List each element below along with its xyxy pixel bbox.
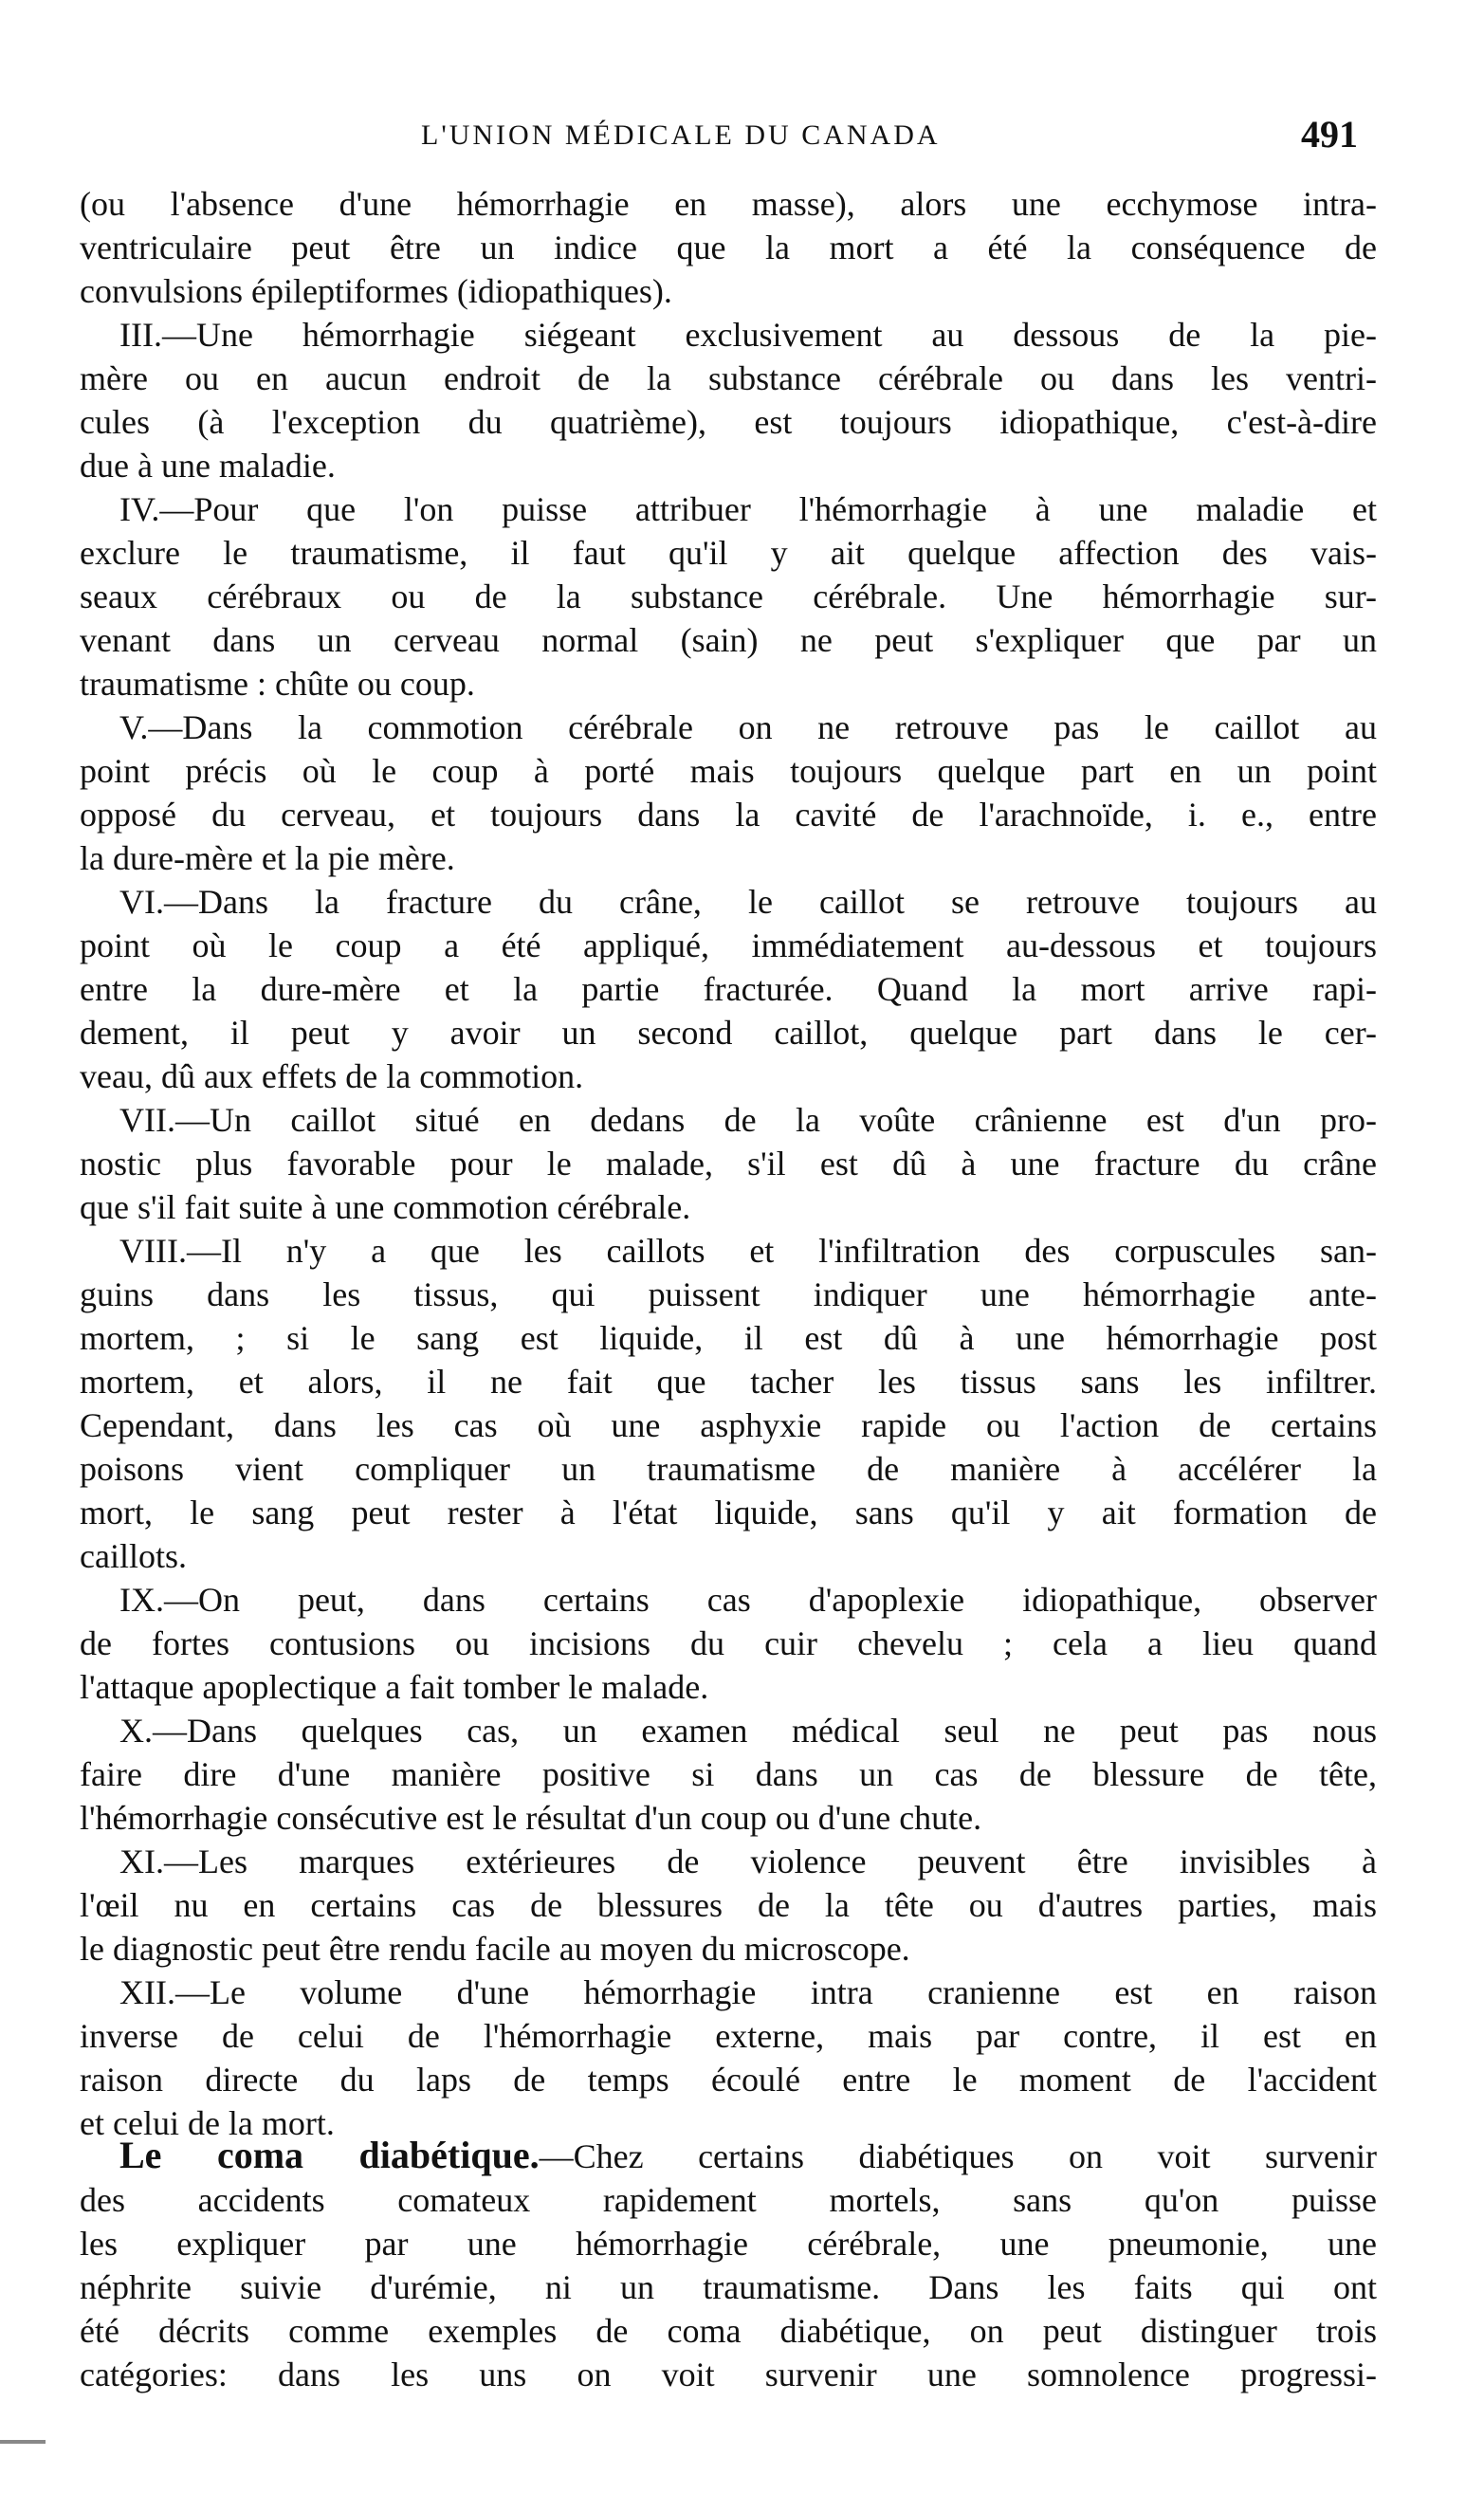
text-line: mort, le sang peut rester à l'état liquide, sans qu'il y ait formation de (80, 1494, 1377, 1531)
text-line: dement, il peut y avoir un second caillot, quelque part dans le cer- (80, 1014, 1377, 1052)
paragraph-IV: IV.—Pour que l'on puisse attribuer l'hémorrhagie à une maladie et (119, 490, 1377, 528)
text-line: mortem, et alors, il ne fait que tacher les tissus sans les infiltrer. (80, 1363, 1377, 1401)
text-line: été décrits comme exemples de coma diabétique, on peut distinguer trois (80, 2312, 1377, 2350)
paragraph-V: V.—Dans la commotion cérébrale on ne retrouve pas le caillot au (119, 708, 1377, 746)
text-line: raison directe du laps de temps écoulé entre le moment de l'accident (80, 2061, 1377, 2099)
paragraph-VIII: VIII.—Il n'y a que les caillots et l'infiltration des corpuscules san- (119, 1232, 1377, 1270)
section-first-line (80, 2134, 1377, 2178)
text-line: l'attaque apoplectique a fait tomber le malade. (80, 1668, 709, 1706)
section-coma-diabetique (80, 2134, 1377, 2396)
page-header (76, 112, 1384, 169)
text-line: les expliquer par une hémorrhagie cérébrale, une pneumonie, une (80, 2225, 1377, 2263)
text-line: mère ou en aucun endroit de la substance cérébrale ou dans les ventri- (80, 359, 1377, 397)
text-line: Cependant, dans les cas où une asphyxie rapide ou l'action de certains (80, 1406, 1377, 1444)
text-line: entre la dure-mère et la partie fracturée. Quand la mort arrive rapi- (80, 970, 1377, 1008)
text-line: et celui de la mort. (80, 2104, 335, 2142)
text-line: néphrite suivie d'urémie, ni un traumatisme. Dans les faits qui ont (80, 2268, 1377, 2306)
paragraph-III: III.—Une hémorrhagie siégeant exclusivement au dessous de la pie- (119, 316, 1377, 354)
text-line: l'hémorrhagie consécutive est le résultat d'un coup ou d'une chute. (80, 1799, 982, 1837)
text-line: point où le coup a été appliqué, immédiatement au-dessous et toujours (80, 926, 1377, 964)
text-line: point précis où le coup à porté mais toujours quelque part en un point (80, 752, 1377, 790)
text-line: que s'il fait suite à une commotion cérébrale. (80, 1188, 691, 1226)
text-line: l'œil nu en certains cas de blessures de la tête ou d'autres parties, mais (80, 1886, 1377, 1924)
paragraph-X: X.—Dans quelques cas, un examen médical seul ne peut pas nous (119, 1712, 1377, 1750)
paragraph-VI: VI.—Dans la fracture du crâne, le caillot se retrouve toujours au (119, 883, 1377, 921)
text-line: seaux cérébraux ou de la substance cérébrale. Une hémorrhagie sur- (80, 578, 1377, 615)
text-line: venant dans un cerveau normal (sain) ne peut s'expliquer que par un (80, 621, 1377, 659)
text-line: due à une maladie. (80, 447, 336, 485)
section-first-line-text: —Chez certains diabétiques on voit survenir (539, 2137, 1377, 2175)
page-number: 491 (1301, 113, 1358, 156)
text-line: le diagnostic peut être rendu facile au moyen du microscope. (80, 1930, 910, 1968)
text-line: guins dans les tissus, qui puissent indiquer une hémorrhagie ante- (80, 1275, 1377, 1313)
text-line: catégories: dans les uns on voit survenir une somnolence progressi- (80, 2356, 1377, 2393)
text-line: cules (à l'exception du quatrième), est toujours idiopathique, c'est-à-dire (80, 403, 1377, 441)
text-line: poisons vient compliquer un traumatisme de manière à accélérer la (80, 1450, 1377, 1488)
text-line: caillots. (80, 1537, 187, 1575)
text-line: convulsions épileptiformes (idiopathiques). (80, 272, 672, 310)
section-heading: Le coma diabétique. (119, 2134, 540, 2176)
running-title: L'UNION MÉDICALE DU CANADA (421, 119, 941, 151)
text-line: mortem, ; si le sang est liquide, il est dû à une hémorrhagie post (80, 1319, 1377, 1357)
text-line: traumatisme : chûte ou coup. (80, 665, 475, 703)
text-line: exclure le traumatisme, il faut qu'il y ait quelque affection des vais- (80, 534, 1377, 572)
text-line: la dure-mère et la pie mère. (80, 839, 455, 877)
text-line: ventriculaire peut être un indice que la mort a été la conséquence de (80, 229, 1377, 266)
text-line: faire dire d'une manière positive si dans un cas de blessure de tête, (80, 1755, 1377, 1793)
body-text (80, 182, 1377, 2145)
paragraph-XII: XII.—Le volume d'une hémorrhagie intra cranienne est en raison (119, 1973, 1377, 2011)
paragraph-IX: IX.—On peut, dans certains cas d'apoplexie idiopathique, observer (119, 1581, 1377, 1619)
paragraph-XI: XI.—Les marques extérieures de violence peuvent être invisibles à (119, 1843, 1377, 1880)
paragraph-VII: VII.—Un caillot situé en dedans de la voûte crânienne est d'un pro- (119, 1101, 1377, 1139)
text-line: opposé du cerveau, et toujours dans la cavité de l'arachnoïde, i. e., entre (80, 796, 1377, 834)
text-line: nostic plus favorable pour le malade, s'il est dû à une fracture du crâne (80, 1145, 1377, 1183)
footer-rule (0, 2440, 46, 2444)
text-line: des accidents comateux rapidement mortels, sans qu'on puisse (80, 2181, 1377, 2219)
text-line: de fortes contusions ou incisions du cuir chevelu ; cela a lieu quand (80, 1624, 1377, 1662)
text-line: veau, dû aux effets de la commotion. (80, 1057, 584, 1095)
text-line: inverse de celui de l'hémorrhagie externe, mais par contre, il est en (80, 2017, 1377, 2055)
text-line: (ou l'absence d'une hémorrhagie en masse), alors une ecchymose intra- (80, 185, 1377, 223)
